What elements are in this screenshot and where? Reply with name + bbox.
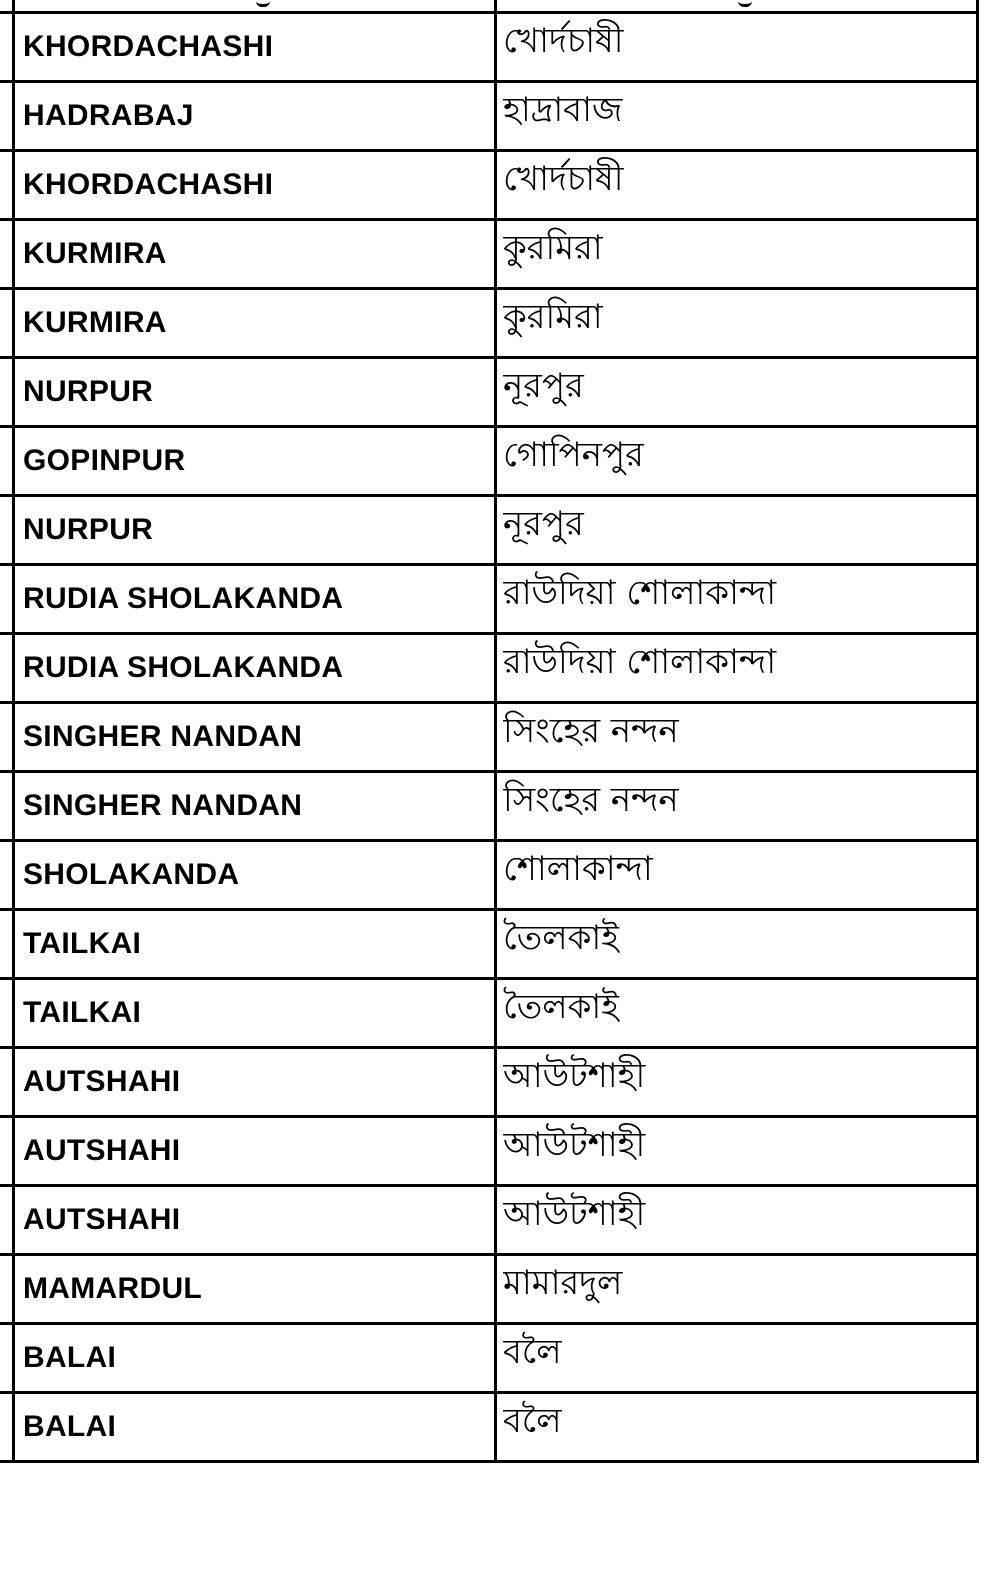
bengali-name-cell: মামারদুল: [503, 1262, 623, 1303]
bengali-name-cell: সিংহের নন্দন: [503, 710, 679, 751]
table-row-divider: [0, 1460, 979, 1463]
bengali-name-cell: খোর্দচাষী: [503, 158, 624, 199]
bengali-name-cell: গোপিনপুর: [503, 434, 644, 475]
table-row: [15, 290, 976, 356]
english-name-cell: RUDIA SHOLAKANDA: [23, 582, 344, 615]
bengali-name-cell: রাউদিয়া শোলাকান্দা: [503, 572, 777, 613]
english-name-cell: KHORDACHASHI: [23, 30, 274, 63]
bengali-name-cell: তৈলকাই: [503, 917, 619, 958]
english-name-cell: TAILKAI: [23, 996, 142, 1029]
bengali-name-cell: আউটশাহী: [503, 1055, 646, 1096]
table-row: [15, 911, 976, 977]
english-name-cell: AUTSHAHI: [23, 1134, 181, 1167]
english-name-cell: AUTSHAHI: [23, 1065, 181, 1098]
table-row: [15, 842, 976, 908]
table-row: [15, 1394, 976, 1460]
english-name-cell: SINGHER NANDAN: [23, 789, 303, 822]
table-row: [15, 83, 976, 149]
english-name-cell: TAILKAI: [23, 927, 142, 960]
english-name-cell: NURPUR: [23, 513, 154, 546]
header-cutoff-mark: [256, 0, 270, 7]
bengali-name-cell: শোলাকান্দা: [503, 848, 653, 889]
bengali-name-cell: আউটশাহী: [503, 1193, 646, 1234]
english-name-cell: KHORDACHASHI: [23, 168, 274, 201]
header-cutoff-mark: [738, 0, 752, 7]
bengali-name-cell: আউটশাহী: [503, 1124, 646, 1165]
table-row: [15, 14, 976, 80]
table-row: [15, 566, 976, 632]
table-row: [15, 152, 976, 218]
table-row: [15, 359, 976, 425]
english-name-cell: RUDIA SHOLAKANDA: [23, 651, 344, 684]
bengali-name-cell: কুরমিরা: [503, 227, 603, 268]
english-name-cell: HADRABAJ: [23, 99, 194, 132]
english-name-cell: SHOLAKANDA: [23, 858, 240, 891]
table-row: [15, 221, 976, 287]
english-name-cell: BALAI: [23, 1341, 117, 1374]
table-row: [15, 980, 976, 1046]
table-row: [15, 635, 976, 701]
table-row: [15, 1118, 976, 1184]
bengali-name-cell: সিংহের নন্দন: [503, 779, 679, 820]
bengali-name-cell: কুরমিরা: [503, 296, 603, 337]
bengali-name-cell: বলৈ: [503, 1331, 562, 1372]
bengali-name-cell: খোর্দচাষী: [503, 20, 624, 61]
table-row: [15, 704, 976, 770]
english-name-cell: KURMIRA: [23, 237, 167, 270]
english-name-cell: AUTSHAHI: [23, 1203, 181, 1236]
bengali-name-cell: রাউদিয়া শোলাকান্দা: [503, 641, 777, 682]
table-row: [15, 1256, 976, 1322]
bengali-name-cell: বলৈ: [503, 1400, 562, 1441]
table-row: [15, 1049, 976, 1115]
bengali-name-cell: নূরপুর: [503, 503, 584, 544]
bengali-name-cell: তৈলকাই: [503, 986, 619, 1027]
bengali-name-cell: হাদ্রাবাজ: [503, 89, 623, 130]
english-name-cell: SINGHER NANDAN: [23, 720, 303, 753]
english-name-cell: MAMARDUL: [23, 1272, 203, 1305]
table-row: [15, 497, 976, 563]
table-row: [15, 1187, 976, 1253]
table-row: [15, 428, 976, 494]
english-name-cell: GOPINPUR: [23, 444, 186, 477]
english-name-cell: KURMIRA: [23, 306, 167, 339]
english-name-cell: NURPUR: [23, 375, 154, 408]
english-name-cell: BALAI: [23, 1410, 117, 1443]
bengali-name-cell: নূরপুর: [503, 365, 584, 406]
table-row: [15, 773, 976, 839]
table-row: [15, 1325, 976, 1391]
